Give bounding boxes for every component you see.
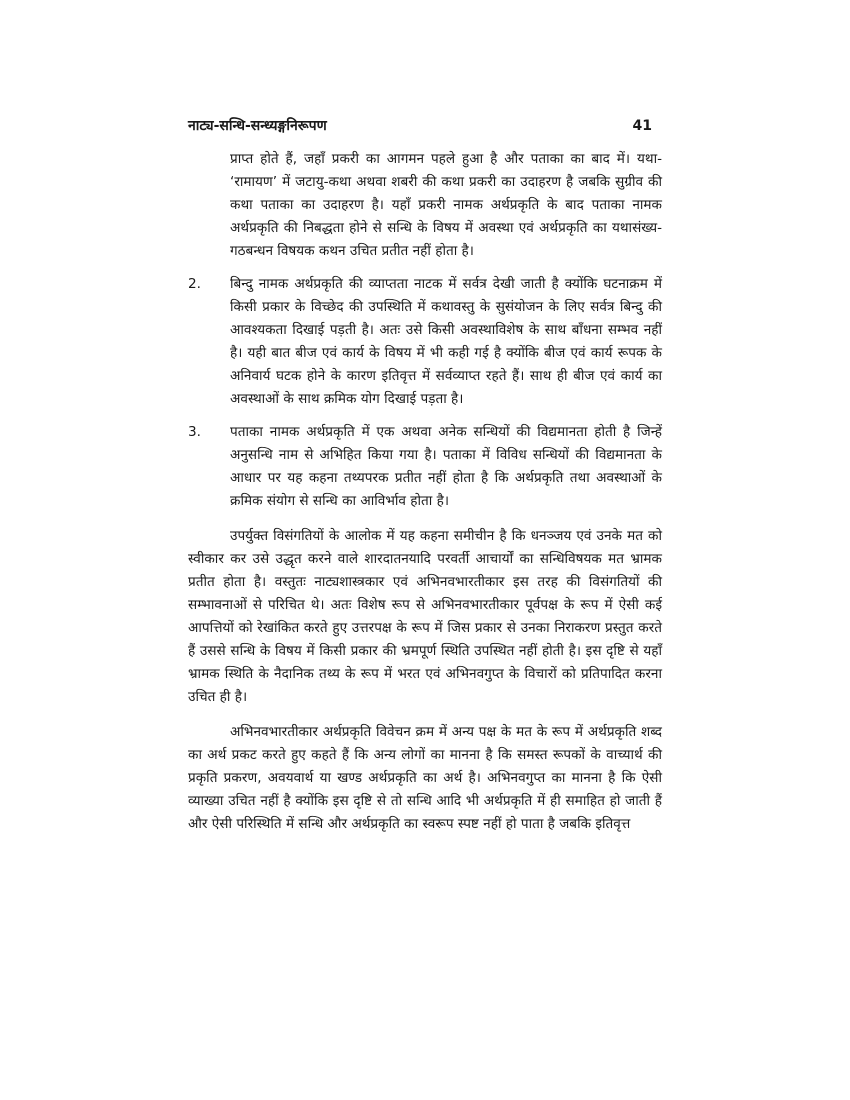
body-paragraph: उपर्युक्त विसंगतियों के आलोक में यह कहना समीचीन है कि धनञ्जय एवं उनके मत को स्वीकार कर उसे उद्धृत करने वाले शारदातनयादि परवर्ती आचार्यों का सन्धिविषयक मत भ्रामक प्रतीत होता है। वस्तुतः नाट्यशास्त्रकार एवं अभिनवभारतीकार इस तरह की विसंगतियों की सम्भावनाओं से परिचित थे। अतः विशेष रूप से अभिनवभारतीकार पूर्वपक्ष के रूप में ऐसी कई आपत्तियों को रेखांकित करते हुए उत्तरपक्ष के रूप में जिस प्रकार से उनका निराकरण प्रस्तुत करते हैं उससे सन्धि के विषय में किसी प्रकार की भ्रमपूर्ण स्थिति उपस्थित नहीं होती है। इस दृष्टि से यहाँ भ्रामक स्थिति के नैदानिक तथ्य के रूप में भरत एवं अभिनवगुप्त के विचारों को प्रतिपादित करना उचित ही है। bbox=[188, 528, 662, 705]
list-item bbox=[188, 273, 662, 411]
chapter-title: नाट्य-सन्धि-सन्ध्यङ्गनिरूपण bbox=[188, 118, 327, 134]
list-item-text: बिन्दु नामक अर्थप्रकृति की व्याप्तता नाटक में सर्वत्र देखी जाती है क्योंकि घटनाक्रम में किसी प्रकार के विच्छेद की उपस्थिति में कथावस्तु के सुसंयोजन के लिए सर्वत्र बिन्दु की आवश्यकता दिखाई पड़ती है। अतः उसे किसी अवस्थाविशेष के साथ बाँधना सम्भव नहीं है। यही बात बीज एवं कार्य के विषय में भी कही गई है क्योंकि बीज एवं कार्य रूपक के अनिवार्य घटक होने के कारण इतिवृत्त में सर्वव्याप्त रहते हैं। साथ ही बीज एवं कार्य का अवस्थाओं के साथ क्रमिक योग दिखाई पड़ता है। bbox=[230, 276, 662, 407]
continued-paragraph: प्राप्त होते हैं, जहाँ प्रकरी का आगमन पहले हुआ है और पताका का बाद में। यथा- ‘रामायण’ में जटायु-कथा अथवा शबरी की कथा प्रकरी का उदाहरण है जबकि सुग्रीव की कथा पताका का उदाहरण है। यहाँ प्रकरी नामक अर्थप्रकृति के बाद पताका नामक अर्थप्रकृति की निबद्धता होने से सन्धि के विषय में अवस्था एवं अर्थप्रकृति का यथासंख्य-गठबन्धन विषयक कथन उचित प्रतीत नहीं होता है। bbox=[230, 151, 662, 259]
body-paragraph: अभिनवभारतीकार अर्थप्रकृति विवेचन क्रम में अन्य पक्ष के मत के रूप में अर्थप्रकृति शब्द का अर्थ प्रकट करते हुए कहते हैं कि अन्य लोगों का मानना है कि समस्त रूपकों के वाच्यार्थ की प्रकृति प्रकरण, अवयवार्थ या खण्ड अर्थप्रकृति का अर्थ है। अभिनवगुप्त का मानना है कि ऐसी व्याख्या उचित नहीं है क्योंकि इस दृष्टि से तो सन्धि आदि भी अर्थप्रकृति में ही समाहित हो जाती हैं और ऐसी परिस्थिति में सन्धि और अर्थप्रकृति का स्वरूप स्पष्ट नहीं हो पाता है जबकि इतिवृत्त bbox=[188, 724, 662, 832]
page-body bbox=[188, 148, 662, 836]
list-item-number: 3. bbox=[188, 424, 201, 440]
list-item-text: पताका नामक अर्थप्रकृति में एक अथवा अनेक सन्धियों की विद्यमानता होती है जिन्हें अनुसन्धि नाम से अभिहित किया गया है। पताका में विविध सन्धियों की विद्यमानता के आधार पर यह कहना तथ्यपरक प्रतीत नहीं होता है कि अर्थप्रकृति तथा अवस्थाओं के क्रमिक संयोग से सन्धि का आविर्भाव होता है। bbox=[230, 424, 662, 509]
running-header bbox=[188, 116, 652, 138]
list-item-number: 2. bbox=[188, 276, 201, 292]
list-item bbox=[188, 421, 662, 513]
page-number: 41 bbox=[632, 118, 652, 134]
